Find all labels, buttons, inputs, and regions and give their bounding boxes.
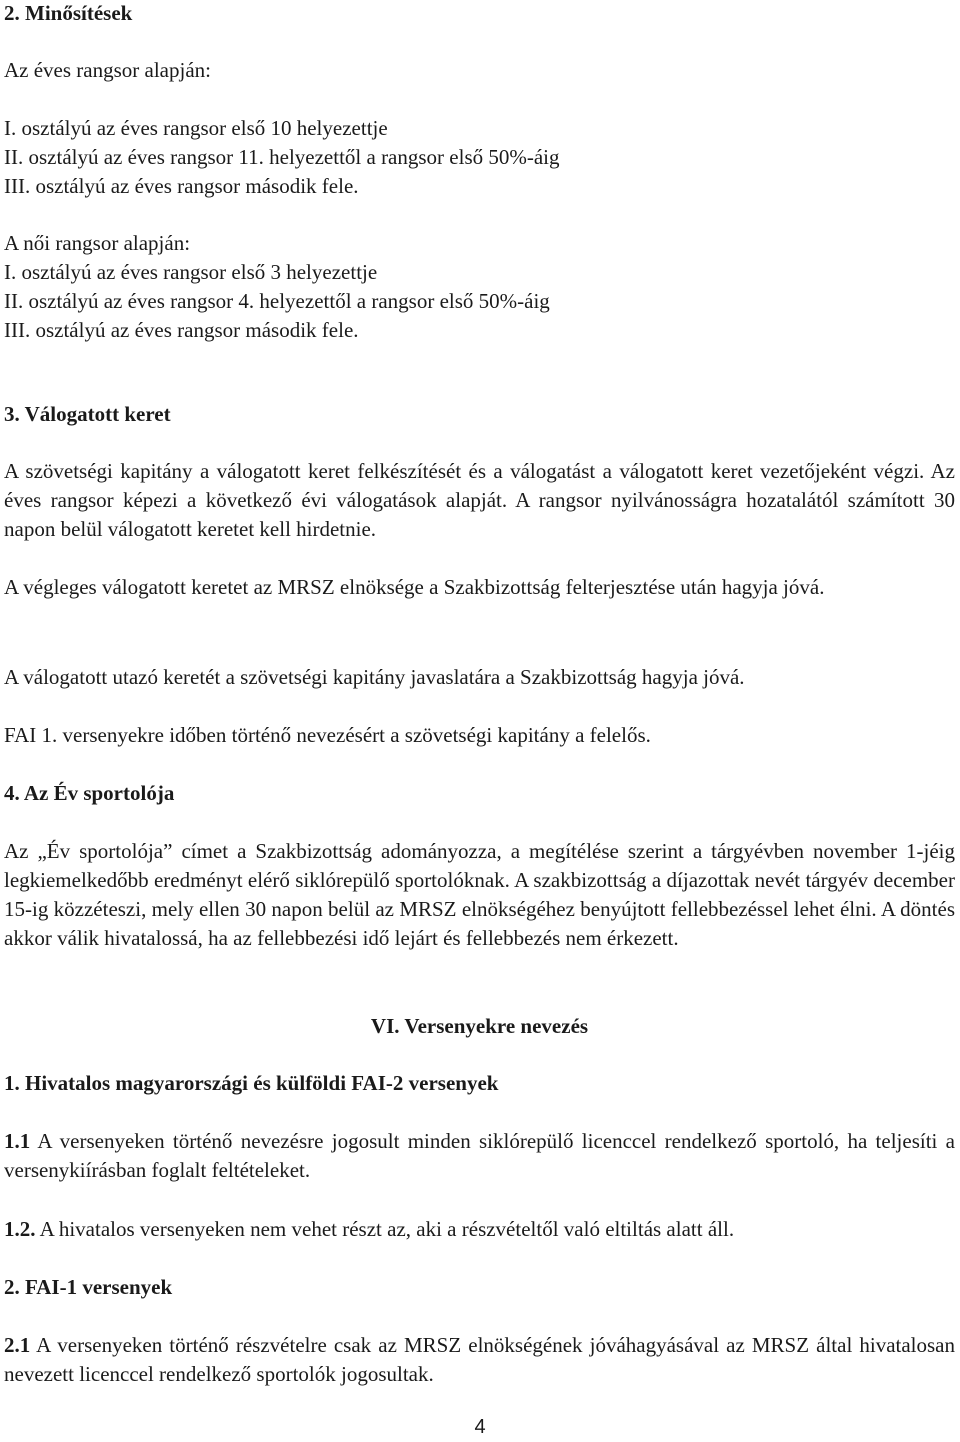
section-3-paragraph-3: A válogatott utazó keretét a szövetségi kapitány javaslatára a Szakbizottság hagyja jóvá. bbox=[4, 665, 745, 689]
item-2-1-text: A versenyeken történő részvételre csak az MRSZ elnökségének jóváhagyásával az MRSZ által hivatalosan nevezett licenccel rendelkező sportolók jogosultak. bbox=[4, 1333, 955, 1386]
item-2-1-number: 2.1 bbox=[4, 1333, 31, 1357]
chapter-6-item-1-1 bbox=[4, 1127, 955, 1185]
item-1-1-text: A versenyeken történő nevezésre jogosult minden siklórepülő licenccel rendelkező sportoló, ha teljesíti a versenykiírásban foglalt feltételeket. bbox=[4, 1129, 955, 1182]
annual-class-3: III. osztályú az éves rangsor második fele. bbox=[4, 174, 359, 198]
chapter-6-item-1-2 bbox=[4, 1215, 734, 1244]
item-1-2-text: A hivatalos versenyeken nem vehet részt az, aki a részvételtől való eltiltás alatt áll. bbox=[35, 1217, 735, 1241]
section-2-heading: 2. Minősítések bbox=[4, 1, 133, 25]
annual-class-1: I. osztályú az éves rangsor első 10 helyezettje bbox=[4, 116, 388, 140]
chapter-6-item-2-1 bbox=[4, 1331, 955, 1389]
annual-intro: Az éves rangsor alapján: bbox=[4, 58, 211, 82]
chapter-6-section-2-heading: 2. FAI-1 versenyek bbox=[4, 1275, 173, 1299]
section-3-paragraph-4: FAI 1. versenyekre időben történő nevezésért a szövetségi kapitány a felelős. bbox=[4, 723, 651, 747]
chapter-6-section-1-heading: 1. Hivatalos magyarországi és külföldi FAI-2 versenyek bbox=[4, 1071, 499, 1095]
chapter-6-title: VI. Versenyekre nevezés bbox=[370, 1014, 589, 1038]
annual-class-2: II. osztályú az éves rangsor 11. helyezettől a rangsor első 50%-áig bbox=[4, 145, 560, 169]
section-4-heading: 4. Az Év sportolója bbox=[4, 781, 175, 805]
women-class-1: I. osztályú az éves rangsor első 3 helyezettje bbox=[4, 260, 378, 284]
women-intro: A női rangsor alapján: bbox=[4, 231, 191, 255]
women-class-3: III. osztályú az éves rangsor második fele. bbox=[4, 318, 359, 342]
item-1-1-number: 1.1 bbox=[4, 1129, 31, 1153]
section-4-paragraph: Az „Év sportolója” címet a Szakbizottság adományozza, a megítélése szerint a tárgyévben november 1-jéig legkiemelkedőbb eredményt elérő siklórepülő sportolóknak. A szakbizottság a díjazottak nevét tárgyév december 15-ig közzéteszi, mely ellen 30 napon belül az MRSZ elnökségéhez benyújtott fellebbezéssel lehet élni. A döntés akkor válik hivatalossá, ha az fellebbezési idő lejárt és fellebbezés nem érkezett. bbox=[4, 839, 955, 950]
women-class-2: II. osztályú az éves rangsor 4. helyezettől a rangsor első 50%-áig bbox=[4, 289, 550, 313]
section-3-paragraph-1: A szövetségi kapitány a válogatott keret felkészítését és a válogatást a válogatott keret vezetőjeként végzi. Az éves rangsor képezi a következő évi válogatások alapját. A rangsor nyilvánosságra hozatalától számított 30 napon belül válogatott keretet kell hirdetnie. bbox=[4, 459, 955, 541]
item-1-2-number: 1.2. bbox=[4, 1217, 36, 1241]
page-number: 4 bbox=[474, 1416, 486, 1438]
section-3-paragraph-2: A végleges válogatott keretet az MRSZ elnöksége a Szakbizottság felterjesztése után hagyja jóvá. bbox=[4, 575, 825, 599]
section-3-heading: 3. Válogatott keret bbox=[4, 402, 171, 426]
